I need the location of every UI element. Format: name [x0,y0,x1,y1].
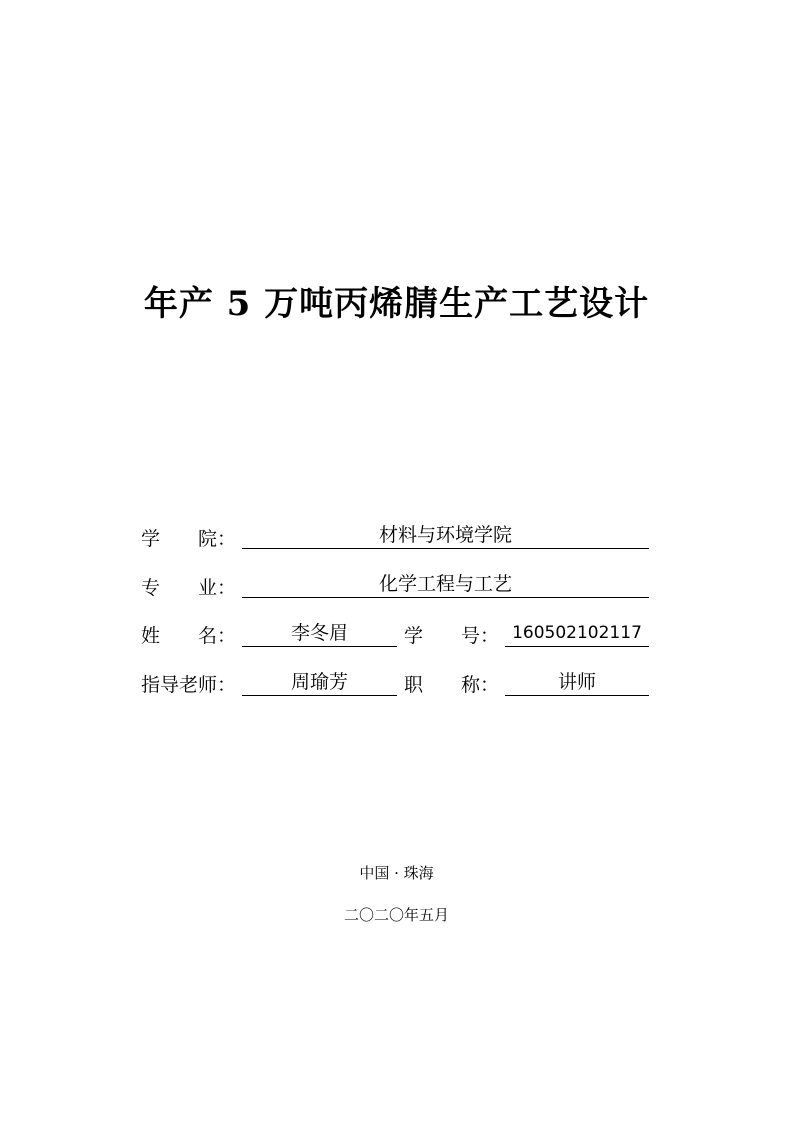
advisor-value: 周瑜芳 [242,669,397,696]
location-text: 中国 · 珠海 [359,864,434,882]
college-label: 学 院： [141,528,237,550]
major-value: 化学工程与工艺 [242,571,649,598]
college-value: 材料与环境学院 [242,522,649,549]
date-text: 二〇二〇年五月 [343,906,449,924]
title-rank-label: 职 称： [404,674,500,696]
major-label: 专 业： [141,577,237,599]
title-rank-value: 讲师 [505,669,649,696]
name-label: 姓 名： [141,625,237,647]
student-id-value: 160502102117 [505,620,649,647]
name-value: 李冬眉 [242,620,397,647]
document-title: 年产 5 万吨丙烯腈生产工艺设计 [143,284,650,324]
student-id-label: 学 号： [404,625,500,647]
advisor-label: 指导老师： [141,674,237,696]
